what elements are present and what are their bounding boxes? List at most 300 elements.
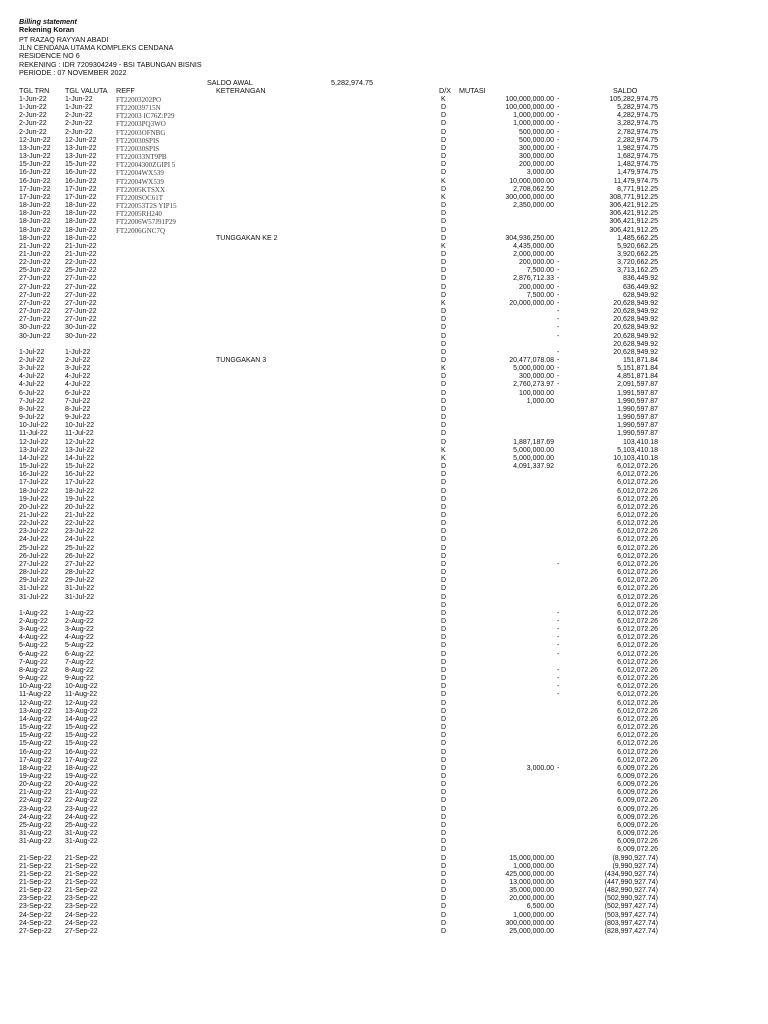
cell-tgl-trn: 2-Jun-22 (19, 128, 47, 136)
cell-tgl-valuta: 27-Sep-22 (65, 927, 98, 935)
cell-saldo: 6,009,072.26 (617, 838, 658, 846)
cell-dk: D (441, 650, 447, 658)
cell-dk: D (441, 226, 447, 234)
cell-dash: - (557, 112, 560, 120)
cell-tgl-valuta: 2-Jun-22 (65, 120, 93, 128)
cell-saldo: 20,628,949.92 (613, 324, 658, 332)
cell-saldo: (502,990,927.74) (604, 895, 658, 903)
cell-tgl-trn: 17-Jun-22 (19, 185, 51, 193)
cell-dk: D (441, 642, 447, 650)
cell-tgl-trn: 7-Aug-22 (19, 658, 48, 666)
cell-tgl-trn: 24-Aug-22 (19, 813, 52, 821)
cell-mutasi: 2,876,712.33 (513, 275, 554, 283)
table-row (0, 210, 768, 218)
cell-mutasi: 7,500.00 (526, 267, 554, 275)
cell-tgl-trn: 16-Jul-22 (19, 471, 49, 479)
cell-tgl-trn: 27-Sep-22 (19, 927, 52, 935)
cell-dk: D (441, 666, 447, 674)
cell-tgl-valuta: 16-Aug-22 (65, 748, 98, 756)
table-row (0, 732, 768, 740)
col-header-tgl-valuta: TGL VALUTA (65, 86, 108, 95)
cell-mutasi: 6,500.00 (526, 903, 554, 911)
cell-dash: - (557, 128, 560, 136)
cell-dk: D (441, 903, 447, 911)
cell-mutasi: 100,000,000.00 (505, 96, 554, 103)
cell-dk: D (441, 683, 447, 691)
cell-reff: FT22004WX539 (116, 169, 164, 178)
cell-tgl-trn: 27-Jun-22 (19, 291, 51, 299)
cell-mutasi: 300,000,000.00 (505, 919, 554, 927)
table-row (0, 561, 768, 569)
cell-tgl-trn: 13-Aug-22 (19, 707, 52, 715)
table-row (0, 455, 768, 463)
cell-dk: D (441, 463, 447, 471)
cell-saldo: 1,990,597.87 (617, 397, 658, 405)
cell-dk: D (441, 569, 447, 577)
cell-tgl-valuta: 15-Aug-22 (65, 740, 98, 748)
cell-mutasi: 25,000,000.00 (509, 927, 554, 935)
cell-tgl-valuta: 3-Aug-22 (65, 626, 94, 634)
cell-dk: D (441, 112, 447, 120)
statement-period: PERIODE : 07 NOVEMBER 2022 (19, 68, 127, 77)
table-row (0, 520, 768, 528)
cell-tgl-trn: 28-Jul-22 (19, 569, 49, 577)
cell-dk: D (441, 422, 447, 430)
table-row (0, 577, 768, 585)
cell-tgl-valuta: 10-Jul-22 (65, 422, 95, 430)
cell-dk: D (441, 781, 447, 789)
cell-saldo: 6,012,072.26 (617, 707, 658, 715)
cell-dk: D (441, 919, 447, 927)
cell-dk: D (441, 153, 447, 161)
cell-tgl-valuta: 27-Jun-22 (65, 291, 97, 299)
cell-tgl-valuta: 18-Jun-22 (65, 218, 97, 226)
cell-mutasi: 2,350,000.00 (513, 202, 554, 210)
cell-dk: D (441, 405, 447, 413)
cell-dk: D (441, 373, 447, 381)
cell-dk: D (441, 397, 447, 405)
cell-mutasi: 1,000,000.00 (513, 120, 554, 128)
cell-saldo: 1,485,662.25 (617, 234, 658, 242)
cell-saldo: 151,871.84 (622, 357, 658, 364)
cell-tgl-trn: 20-Jul-22 (19, 503, 49, 511)
cell-tgl-trn: 24-Sep-22 (19, 911, 52, 919)
table-row (0, 585, 768, 593)
cell-dk: D (441, 764, 447, 772)
cell-reff: FT22006GNC7Q (116, 226, 166, 235)
cell-saldo: 6,012,072.26 (617, 691, 658, 699)
cell-dk: D (441, 911, 447, 919)
col-header-keterangan: KETERANGAN (216, 86, 266, 95)
cell-tgl-trn: 27-Jul-22 (19, 560, 49, 568)
cell-tgl-trn: 21-Sep-22 (19, 887, 52, 895)
table-row (0, 414, 768, 422)
cell-dk: D (441, 136, 447, 144)
cell-tgl-trn: 10-Jul-22 (19, 422, 49, 430)
cell-tgl-trn: 27-Jun-22 (19, 283, 51, 291)
table-row (0, 700, 768, 708)
table-row (0, 675, 768, 683)
cell-dk: D (441, 887, 447, 895)
cell-tgl-valuta: 22-Jun-22 (65, 259, 97, 267)
cell-tgl-valuta: 21-Jun-22 (65, 250, 97, 258)
cell-dash: - (557, 634, 560, 642)
cell-dash: - (557, 283, 560, 291)
cell-saldo: 1,479,974.75 (617, 169, 658, 177)
cell-saldo: 4,282,974.75 (617, 112, 658, 120)
cell-saldo: 6,012,072.26 (617, 650, 658, 658)
cell-saldo: 103,410.18 (622, 438, 658, 446)
table-row (0, 553, 768, 561)
table-row (0, 569, 768, 577)
cell-tgl-valuta: 4-Aug-22 (65, 634, 94, 642)
cell-reff: FT220039715N (116, 104, 161, 113)
cell-saldo: 6,012,072.26 (617, 577, 658, 585)
cell-saldo: 3,282,974.75 (617, 120, 658, 128)
cell-tgl-valuta: 21-Sep-22 (65, 870, 98, 878)
cell-tgl-trn: 13-Jun-22 (19, 153, 51, 161)
cell-tgl-valuta: 11-Aug-22 (65, 691, 98, 699)
cell-dk: D (441, 675, 447, 683)
cell-tgl-valuta: 22-Aug-22 (65, 797, 98, 805)
cell-tgl-trn: 23-Aug-22 (19, 805, 52, 813)
cell-reff: FT220030SPIS (116, 144, 160, 153)
cell-mutasi: 200,000.00 (518, 161, 554, 169)
cell-dk: D (441, 316, 447, 324)
cell-saldo: 6,009,072.26 (617, 772, 658, 780)
col-header-reff: REFF (116, 86, 135, 95)
cell-dk: K (441, 299, 446, 307)
cell-saldo: 20,628,949.92 (613, 316, 658, 324)
table-row (0, 349, 768, 357)
cell-dk: D (441, 699, 447, 707)
cell-tgl-valuta: 2-Aug-22 (65, 618, 94, 625)
cell-tgl-trn: 2-Aug-22 (19, 618, 48, 625)
table-row (0, 488, 768, 496)
cell-tgl-valuta: 17-Jun-22 (65, 185, 97, 193)
cell-tgl-valuta: 21-Sep-22 (65, 862, 98, 870)
cell-tgl-trn: 8-Jul-22 (19, 405, 45, 413)
cell-saldo: 20,628,949.92 (613, 308, 658, 316)
table-row (0, 227, 768, 235)
cell-tgl-trn: 23-Jul-22 (19, 528, 49, 536)
cell-dk: K (441, 193, 446, 201)
cell-tgl-valuta: 17-Jun-22 (65, 193, 97, 201)
cell-saldo: 20,628,949.92 (613, 340, 658, 348)
cell-tgl-trn: 11-Aug-22 (19, 691, 52, 699)
table-row (0, 545, 768, 553)
cell-saldo: 5,282,974.75 (617, 104, 658, 112)
table-row (0, 292, 768, 300)
cell-dash: - (557, 259, 560, 267)
table-row (0, 104, 768, 112)
cell-saldo: 6,012,072.26 (617, 601, 658, 609)
cell-saldo: 308,771,912.25 (609, 193, 658, 201)
table-row (0, 765, 768, 773)
table-row (0, 308, 768, 316)
cell-tgl-valuta: 30-Jun-22 (65, 332, 97, 340)
cell-saldo: 2,282,974.75 (617, 136, 658, 144)
table-row (0, 626, 768, 634)
cell-dk: D (441, 724, 447, 732)
cell-saldo: 6,012,072.26 (617, 748, 658, 756)
cell-saldo: 6,012,072.26 (617, 724, 658, 732)
cell-saldo: 6,012,072.26 (617, 593, 658, 601)
cell-dash: - (557, 332, 560, 340)
table-row (0, 610, 768, 618)
cell-saldo: 2,091,597.87 (617, 381, 658, 389)
cell-tgl-valuta: 20-Aug-22 (65, 781, 98, 789)
cell-dk: D (441, 120, 447, 128)
cell-saldo: 6,009,072.26 (617, 846, 658, 854)
table-row (0, 708, 768, 716)
cell-tgl-trn: 18-Jun-22 (19, 210, 51, 218)
cell-tgl-valuta: 13-Aug-22 (65, 707, 98, 715)
cell-mutasi: 35,000,000.00 (509, 887, 554, 895)
table-row (0, 642, 768, 650)
cell-mutasi: 1,887,187.69 (513, 438, 554, 446)
cell-tgl-trn: 12-Aug-22 (19, 699, 52, 707)
cell-mutasi: 4,435,000.00 (513, 242, 554, 250)
cell-saldo: 6,009,072.26 (617, 789, 658, 797)
cell-tgl-valuta: 21-Sep-22 (65, 879, 98, 886)
cell-saldo: 6,012,072.26 (617, 715, 658, 723)
cell-dk: D (441, 715, 447, 723)
cell-tgl-trn: 17-Jul-22 (19, 479, 49, 487)
table-row (0, 928, 768, 936)
cell-saldo: 4,851,871.84 (617, 373, 658, 381)
cell-mutasi: 20,000,000.00 (509, 895, 554, 903)
cell-dk: D (441, 813, 447, 821)
cell-dk: D (441, 560, 447, 568)
cell-tgl-trn: 2-Jun-22 (19, 120, 47, 128)
cell-dash: - (557, 348, 560, 356)
table-row (0, 512, 768, 520)
cell-tgl-trn: 27-Jun-22 (19, 308, 51, 316)
cell-saldo: 1,982,974.75 (617, 144, 658, 152)
cell-mutasi: 304,936,250.00 (505, 234, 554, 242)
cell-tgl-trn: 15-Aug-22 (19, 732, 52, 740)
cell-tgl-trn: 19-Aug-22 (19, 772, 52, 780)
cell-saldo: (803,997,427.74) (604, 919, 658, 927)
cell-saldo: 6,012,072.26 (617, 511, 658, 519)
cell-tgl-trn: 23-Sep-22 (19, 903, 52, 911)
cell-dk: D (441, 552, 447, 560)
cell-dk: D (441, 520, 447, 528)
cell-dk: D (441, 585, 447, 593)
cell-tgl-trn: 31-Jul-22 (19, 585, 49, 593)
cell-tgl-trn: 4-Jul-22 (19, 373, 45, 381)
cell-dash: - (557, 136, 560, 144)
cell-saldo: 105,282,974.75 (609, 96, 658, 103)
cell-mutasi: 300,000.00 (518, 373, 554, 381)
cell-tgl-trn: 30-Jun-22 (19, 324, 51, 332)
cell-tgl-trn: 1-Jun-22 (19, 96, 47, 103)
cell-reff: FT2200SOC61T (116, 193, 164, 202)
table-row (0, 186, 768, 194)
cell-mutasi: 1,000,000.00 (513, 911, 554, 919)
cell-dash: - (557, 650, 560, 658)
cell-saldo: 1,990,597.87 (617, 422, 658, 430)
table-row (0, 879, 768, 887)
table-row (0, 259, 768, 267)
cell-tgl-trn: 3-Aug-22 (19, 626, 48, 634)
cell-tgl-valuta: 23-Jul-22 (65, 528, 95, 536)
table-row (0, 373, 768, 381)
cell-mutasi: 200,000.00 (518, 283, 554, 291)
cell-tgl-valuta: 15-Jul-22 (65, 463, 95, 471)
cell-dk: D (441, 658, 447, 666)
cell-tgl-trn: 30-Jun-22 (19, 332, 51, 340)
cell-tgl-valuta: 15-Aug-22 (65, 724, 98, 732)
transaction-table (0, 96, 768, 936)
table-row (0, 341, 768, 349)
cell-dk: D (441, 471, 447, 479)
table-row (0, 797, 768, 805)
cell-saldo: 6,012,072.26 (617, 520, 658, 528)
cell-tgl-valuta: 2-Jul-22 (65, 357, 91, 364)
cell-tgl-valuta: 29-Jul-22 (65, 577, 95, 585)
cell-saldo: 636,449.92 (622, 283, 658, 291)
table-row (0, 634, 768, 642)
cell-saldo: 6,009,072.26 (617, 813, 658, 821)
table-row (0, 863, 768, 871)
cell-tgl-valuta: 25-Jun-22 (65, 267, 97, 275)
cell-saldo: 6,012,072.26 (617, 495, 658, 503)
cell-tgl-valuta: 9-Jul-22 (65, 414, 91, 422)
cell-saldo: 6,012,072.26 (617, 634, 658, 642)
cell-dk: K (441, 177, 446, 185)
table-row (0, 528, 768, 536)
cell-tgl-trn: 6-Jul-22 (19, 389, 45, 397)
table-row (0, 724, 768, 732)
cell-dk: D (441, 128, 447, 136)
cell-dash: - (557, 291, 560, 299)
cell-dk: D (441, 267, 447, 275)
cell-dk: D (441, 732, 447, 740)
cell-tgl-trn: 1-Jun-22 (19, 104, 47, 112)
cell-tgl-valuta: 26-Jul-22 (65, 552, 95, 560)
cell-tgl-trn: 15-Jul-22 (19, 463, 49, 471)
cell-mutasi: 3,000.00 (526, 764, 554, 772)
cell-saldo: 6,012,072.26 (617, 756, 658, 764)
cell-tgl-valuta: 17-Jul-22 (65, 479, 95, 487)
statement-subtitle: Rekening Koran (19, 25, 75, 34)
cell-tgl-valuta: 24-Sep-22 (65, 919, 98, 927)
cell-saldo: 20,628,949.92 (613, 332, 658, 340)
cell-tgl-trn: 25-Jul-22 (19, 544, 49, 552)
cell-tgl-valuta: 21-Aug-22 (65, 789, 98, 797)
cell-tgl-valuta: 21-Sep-22 (65, 854, 98, 862)
cell-tgl-valuta: 21-Jun-22 (65, 242, 97, 250)
cell-mutasi: 5,000,000.00 (513, 365, 554, 373)
cell-tgl-valuta: 11-Jul-22 (65, 430, 94, 438)
cell-tgl-trn: 21-Jul-22 (19, 511, 49, 519)
cell-dash: - (557, 691, 560, 699)
cell-dk: D (441, 528, 447, 536)
cell-saldo: 6,012,072.26 (617, 609, 658, 617)
cell-tgl-trn: 29-Jul-22 (19, 577, 49, 585)
cell-saldo: 11,479,974.75 (613, 177, 658, 185)
cell-dk: D (441, 161, 447, 169)
table-row (0, 381, 768, 389)
cell-saldo: 6,012,072.26 (617, 471, 658, 479)
cell-saldo: 6,012,072.26 (617, 658, 658, 666)
cell-saldo: 6,012,072.26 (617, 642, 658, 650)
cell-saldo: 5,103,410.18 (617, 446, 658, 454)
cell-saldo: 6,012,072.26 (617, 487, 658, 495)
cell-tgl-trn: 31-Jul-22 (19, 593, 49, 601)
cell-saldo: 6,009,072.26 (617, 781, 658, 789)
cell-mutasi: 2,708,062.50 (513, 185, 554, 193)
table-row (0, 161, 768, 169)
cell-tgl-valuta: 16-Jun-22 (65, 169, 97, 177)
cell-saldo: (434,990,927.74) (604, 870, 658, 878)
cell-saldo: (9,990,927.74) (612, 862, 658, 870)
cell-saldo: 306,421,912.25 (609, 218, 658, 226)
cell-tgl-trn: 21-Aug-22 (19, 789, 52, 797)
cell-tgl-trn: 21-Jun-22 (19, 250, 51, 258)
table-row (0, 447, 768, 455)
cell-dk: D (441, 772, 447, 780)
cell-tgl-trn: 4-Jul-22 (19, 381, 45, 389)
cell-saldo: 2,782,974.75 (617, 128, 658, 136)
cell-dk: D (441, 879, 447, 886)
cell-saldo: 6,009,072.26 (617, 830, 658, 838)
cell-saldo: 6,012,072.26 (617, 552, 658, 560)
cell-tgl-trn: 27-Jun-22 (19, 299, 51, 307)
cell-dk: D (441, 487, 447, 495)
cell-mutasi: 300,000,000.00 (505, 193, 554, 201)
cell-dash: - (557, 381, 560, 389)
cell-dash: - (557, 308, 560, 316)
cell-tgl-trn: 2-Jun-22 (19, 112, 47, 120)
cell-dk: D (441, 259, 447, 267)
cell-tgl-valuta: 2-Jun-22 (65, 112, 93, 120)
cell-keterangan: TUNGGAKAN 3 (216, 357, 267, 364)
cell-dk: D (441, 830, 447, 838)
table-row (0, 202, 768, 210)
cell-mutasi: 10,000,000.00 (509, 177, 554, 185)
cell-tgl-trn: 16-Aug-22 (19, 748, 52, 756)
cell-tgl-valuta: 18-Jun-22 (65, 234, 97, 242)
cell-tgl-trn: 26-Jul-22 (19, 552, 49, 560)
cell-saldo: 6,012,072.26 (617, 479, 658, 487)
cell-tgl-trn: 7-Jul-22 (19, 397, 45, 405)
cell-dk: D (441, 479, 447, 487)
cell-saldo: 8,771,912.25 (617, 185, 658, 193)
cell-tgl-valuta: 27-Jun-22 (65, 283, 97, 291)
cell-saldo: 306,421,912.25 (609, 202, 658, 210)
table-row (0, 357, 768, 365)
table-row (0, 112, 768, 120)
cell-saldo: 6,012,072.26 (617, 666, 658, 674)
cell-tgl-valuta: 15-Aug-22 (65, 732, 98, 740)
cell-tgl-valuta: 12-Jul-22 (65, 438, 95, 446)
cell-saldo: 1,682,974.75 (617, 153, 658, 161)
cell-dash: - (557, 683, 560, 691)
cell-mutasi: 15,000,000.00 (509, 854, 554, 862)
statement-title: Billing statement (19, 17, 77, 26)
cell-dk: D (441, 797, 447, 805)
cell-dash: - (557, 560, 560, 568)
cell-dash: - (557, 120, 560, 128)
cell-reff: FT22003 IC76Z:P29 (116, 112, 175, 121)
table-row (0, 773, 768, 781)
cell-tgl-trn: 19-Jul-22 (19, 495, 49, 503)
cell-mutasi: 1,000,000.00 (513, 112, 554, 120)
cell-dk: D (441, 144, 447, 152)
